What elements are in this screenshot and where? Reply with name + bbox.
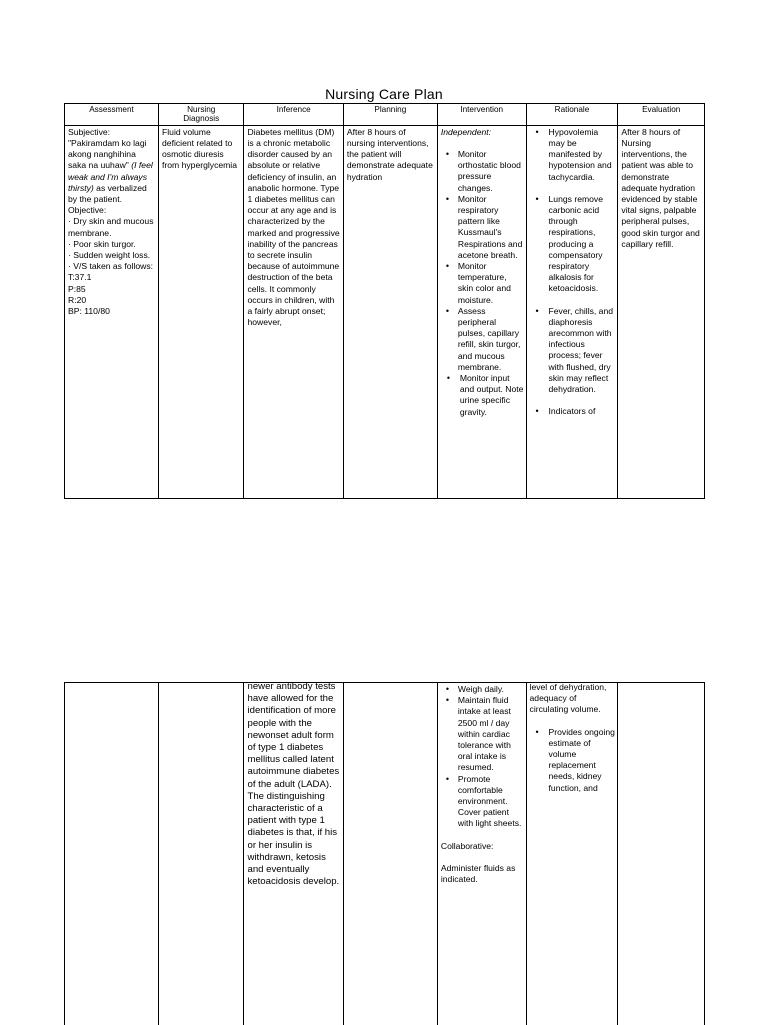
header-assessment: Assessment bbox=[65, 104, 159, 126]
inference-text-continued: newer antibody tests have allowed for the identification of more people with the newonset adult form of type 1 diabetes mellitus called latent autoimmune diabetes of the adult (LADA). The distinguishing characteristic of a patient with type 1 diabetes is that, if his or her insulin is withdrawn, ketosis and eventually ketoacidosis develop. bbox=[247, 681, 340, 888]
header-nursing-diagnosis bbox=[159, 104, 244, 126]
rationale-item: • Hypovolemia may be manifested by hypotension and tachycardia. bbox=[530, 127, 616, 183]
header-rationale: Rationale bbox=[526, 104, 618, 126]
evaluation-text: After 8 hours of Nursing interventions, the patient was able to demonstrate adequate hydration evidenced by stable vital signs, palpable peripheral pulses, good skin turgor and capillary refill. bbox=[621, 126, 700, 249]
inference-cell bbox=[244, 125, 343, 498]
rationale-item: • Lungs remove carbonic acid through respirations, producing a compensatory respiratory alkalosis for ketoacidosis. bbox=[530, 194, 616, 295]
subjective-label: Subjective: bbox=[68, 126, 111, 137]
care-plan-row bbox=[65, 125, 705, 498]
diagnosis-cell bbox=[159, 125, 244, 498]
header-nursing-diagnosis-line-2: Diagnosis bbox=[183, 114, 220, 124]
subjective-suffix: as verbalized by the patient. bbox=[68, 182, 147, 205]
subjective-data bbox=[68, 138, 156, 205]
planning-cell bbox=[343, 125, 437, 498]
header-row bbox=[65, 104, 705, 126]
header-planning: Planning bbox=[343, 104, 437, 126]
subjective-translation: (I feel weak and I'm always thirsty) bbox=[68, 160, 153, 193]
diagnosis-cell-continued bbox=[159, 683, 244, 1025]
collaborative-text: Administer fluids as indicated. bbox=[440, 862, 516, 885]
rationale-item: • Indicators of bbox=[530, 406, 616, 417]
subjective-quote: "Pakiramdam ko lagi akong nanghihina saka na uuhaw" bbox=[68, 138, 147, 171]
inference-cell-continued bbox=[244, 683, 343, 1025]
intervention-item: • Maintain fluid intake at least 2500 ml / day within cardiac tolerance with oral intake is resumed. bbox=[458, 695, 524, 773]
vital-sign: R:20 bbox=[68, 294, 87, 305]
planning-cell-continued bbox=[343, 683, 437, 1025]
objective-item: · Sudden weight loss. bbox=[68, 250, 151, 261]
collaborative-label: Collaborative: bbox=[440, 840, 494, 851]
vital-sign: BP: 110/80 bbox=[68, 306, 110, 317]
intervention-item: • Monitor orthostatic blood pressure changes. bbox=[458, 149, 524, 194]
intervention-cell-continued bbox=[437, 683, 526, 1025]
objective-item: · Poor skin turgor. bbox=[68, 238, 136, 249]
intervention-list-continued bbox=[441, 684, 524, 830]
assessment-cell-continued bbox=[65, 683, 159, 1025]
evaluation-cell-continued bbox=[618, 683, 705, 1025]
assessment-cell bbox=[65, 125, 159, 498]
vital-sign: P:85 bbox=[68, 283, 86, 294]
intervention-item: • Monitor temperature, skin color and moisture. bbox=[458, 261, 524, 306]
intervention-list bbox=[441, 149, 524, 373]
rationale-cell-continued bbox=[526, 683, 618, 1025]
intervention-item: • Assess peripheral pulses, capillary refill, skin turgor, and mucous membrane. bbox=[458, 306, 524, 373]
care-plan-table-page-2 bbox=[64, 682, 705, 1025]
objective-item: · V/S taken as follows: bbox=[68, 261, 154, 272]
care-plan-table-page-1 bbox=[64, 103, 705, 499]
header-intervention: Intervention bbox=[437, 104, 526, 126]
intervention-item: • Weigh daily. bbox=[458, 684, 524, 695]
objective-item: · Dry skin and mucous membrane. bbox=[68, 216, 154, 238]
planning-text: After 8 hours of nursing interventions, the patient will demonstrate adequate hydration bbox=[346, 126, 433, 182]
care-plan-row-continued bbox=[65, 683, 705, 1025]
intervention-item: • Monitor respiratory pattern like Kussmaul's Respirations and acetone breath. bbox=[458, 194, 524, 261]
intervention-item-io: • Monitor input and output. Note urine specific gravity. bbox=[441, 373, 524, 418]
rationale-continued-text: level of dehydration, adequacy of circulating volume. bbox=[529, 682, 607, 715]
intervention-item: • Promote comfortable environment. Cover patient with light sheets. bbox=[458, 774, 524, 830]
vital-sign: T:37.1 bbox=[68, 272, 92, 283]
header-evaluation: Evaluation bbox=[618, 104, 705, 126]
document-title: Nursing Care Plan bbox=[325, 86, 443, 102]
header-nursing-diagnosis-line-1: Nursing bbox=[187, 105, 216, 114]
objective-label: Objective: bbox=[68, 205, 107, 216]
rationale-item: • Fever, chills, and diaphoresis arecommon with infectious process; fever with flushed, dry skin may reflect dehydration. bbox=[530, 306, 616, 396]
independent-label: Independent: bbox=[440, 126, 492, 137]
rationale-cell bbox=[526, 125, 618, 498]
intervention-cell bbox=[437, 125, 526, 498]
evaluation-cell bbox=[618, 125, 705, 498]
header-inference: Inference bbox=[244, 104, 343, 126]
rationale-item: • Provides ongoing estimate of volume replacement needs, kidney function, and bbox=[530, 727, 616, 794]
diagnosis-text: Fluid volume deficient related to osmotic diuresis from hyperglycemia bbox=[162, 126, 237, 171]
inference-text: Diabetes mellitus (DM) is a chronic metabolic disorder caused by an absolute or relative deficiency of insulin, an anabolic hormone. Type 1 diabetes mellitus can occur at any age and is characterized by the marked and progressive inability of the pancreas to secrete insulin because of autoimmune destruction of the beta cells. It commonly occurs in children, with a fairly abrupt onset; however, bbox=[247, 126, 340, 328]
